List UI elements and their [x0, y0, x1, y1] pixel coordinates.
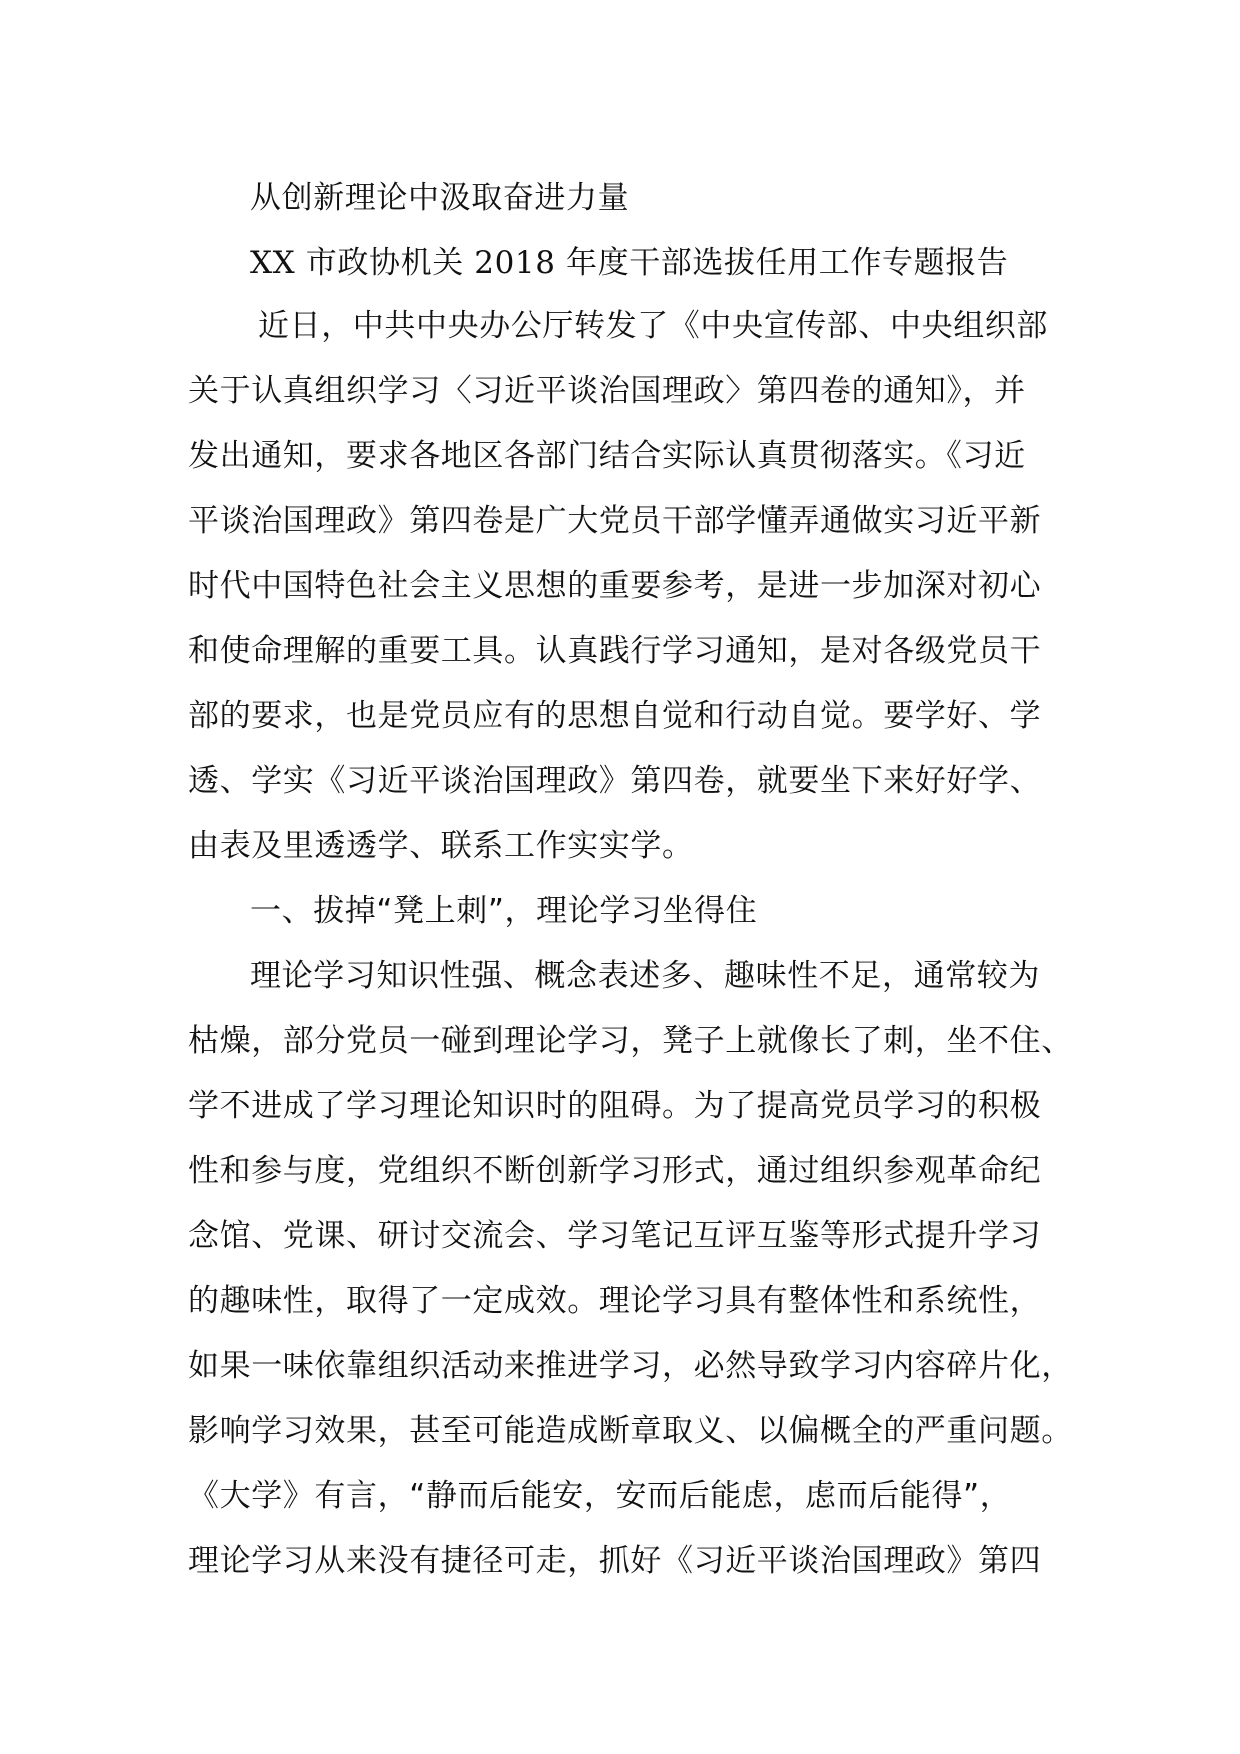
paragraph-line: 和使命理解的重要工具。认真践行学习通知，是对各级党员干: [188, 633, 1042, 669]
paragraph-line: 部的要求，也是党员应有的思想自觉和行动自觉。要学好、学: [188, 698, 1042, 734]
paragraph-line: 如果一味依靠组织活动来推进学习，必然导致学习内容碎片化，: [188, 1348, 1073, 1384]
paragraph-line: 《大学》有言，“静而后能安，安而后能虑，虑而后能得”，: [188, 1478, 1012, 1514]
paragraph-line: 性和参与度，党组织不断创新学习形式，通过组织参观革命纪: [188, 1153, 1042, 1189]
paragraph-line: 关于认真组织学习〈习近平谈治国理政〉第四卷的通知》，并: [188, 373, 1026, 409]
paragraph-line: 枯燥，部分党员一碰到理论学习，凳子上就像长了刺，坐不住、: [188, 1023, 1073, 1059]
paragraph-line: 念馆、党课、研讨交流会、学习笔记互评互鉴等形式提升学习: [188, 1218, 1042, 1254]
section-heading: 一、拔掉“凳上刺”，理论学习坐得住: [250, 893, 758, 929]
document-subtitle: XX 市政协机关 2018 年度干部选拔任用工作专题报告: [250, 245, 1009, 281]
paragraph-line: 影响学习效果，甚至可能造成断章取义、以偏概全的严重问题。: [188, 1413, 1073, 1449]
paragraph-line: 平谈治国理政》第四卷是广大党员干部学懂弄通做实习近平新: [188, 503, 1042, 539]
paragraph-line: 理论学习从来没有捷径可走，抓好《习近平谈治国理政》第四: [188, 1543, 1042, 1579]
paragraph-line: 近日，中共中央办公厅转发了《中央宣传部、中央组织部: [258, 308, 1048, 344]
paragraph-line: 发出通知，要求各地区各部门结合实际认真贯彻落实。《习近: [188, 438, 1026, 474]
paragraph-line: 透、学实《习近平谈治国理政》第四卷，就要坐下来好好学、: [188, 763, 1042, 799]
document-title: 从创新理论中汲取奋进力量: [250, 180, 630, 216]
paragraph-line: 由表及里透透学、联系工作实实学。: [188, 828, 694, 864]
paragraph-line: 的趣味性，取得了一定成效。理论学习具有整体性和系统性，: [188, 1283, 1042, 1319]
paragraph-line: 时代中国特色社会主义思想的重要参考，是进一步加深对初心: [188, 568, 1042, 604]
paragraph-line: 学不进成了学习理论知识时的阻碍。为了提高党员学习的积极: [188, 1088, 1042, 1124]
paragraph-line: 理论学习知识性强、概念表述多、趣味性不足，通常较为: [250, 958, 1040, 994]
